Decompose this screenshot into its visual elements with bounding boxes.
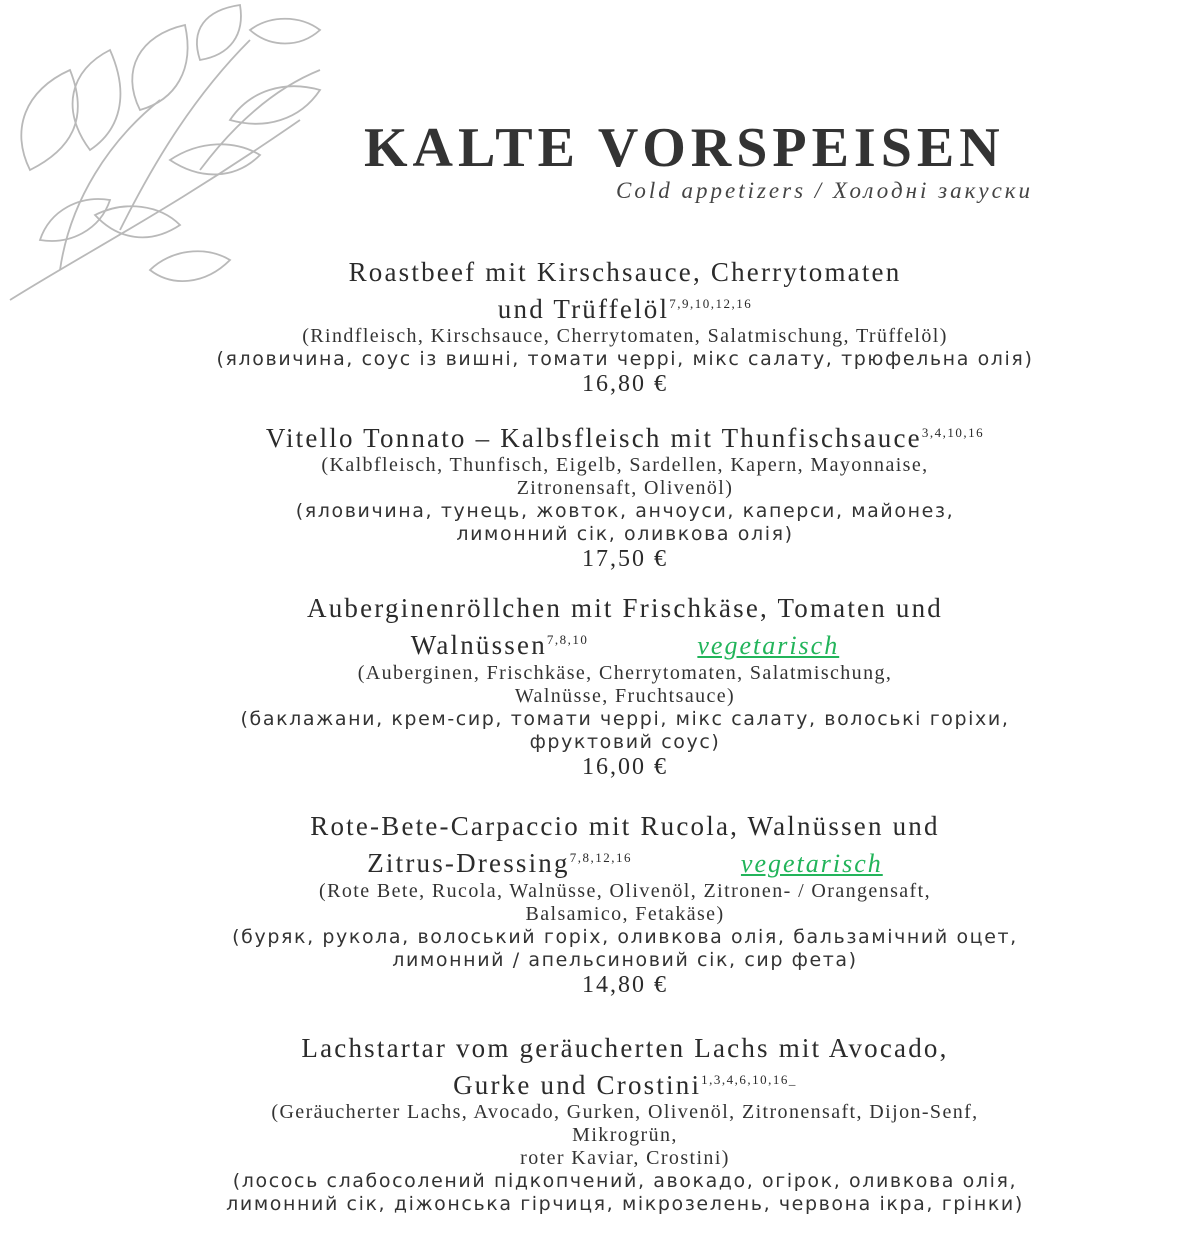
desc-line: Walnüsse, Fruchtsauce) — [514, 685, 736, 707]
description-german — [120, 1101, 1130, 1170]
desc-line: (яловичина, тунець, жовток, анчоуси, каперси, майонез, — [295, 500, 955, 522]
price: 14,80 € — [582, 972, 668, 998]
allergen-codes: 7,8,10 — [546, 632, 589, 647]
dish-name-line2: Zitrus-Dressing — [367, 848, 570, 878]
dish-name — [120, 256, 1130, 325]
menu-item — [120, 810, 1130, 998]
allergen-codes: 3,4,10,16 — [921, 425, 985, 440]
description-german: (Rindfleisch, Kirschsauce, Cherrytomaten, Salatmischung, Trüffelöl) — [302, 325, 948, 347]
dish-name-line1: Auberginenröllchen mit Frischkäse, Tomaten und — [307, 593, 943, 623]
menu-item — [120, 592, 1130, 780]
description-german — [120, 454, 1130, 500]
description-ukrainian — [120, 1170, 1130, 1216]
description-ukrainian — [120, 926, 1130, 972]
dish-name — [120, 592, 1130, 662]
menu-item — [120, 256, 1130, 397]
desc-line: (Auberginen, Frischkäse, Cherrytomaten, Salatmischung, — [357, 662, 893, 684]
desc-line: Balsamico, Fetakäse) — [525, 903, 725, 925]
desc-line: (буряк, рукола, волоський горіх, оливкова олія, бальзамічний оцет, — [232, 926, 1018, 948]
price: 17,50 € — [582, 546, 668, 572]
description-ukrainian — [120, 708, 1130, 754]
menu-item — [120, 1032, 1130, 1216]
description-german — [120, 662, 1130, 708]
dish-name-line2: Walnüssen — [410, 630, 547, 660]
desc-line: roter Kaviar, Crostini) — [520, 1147, 730, 1169]
menu-item — [120, 417, 1130, 572]
desc-line: лимонний / апельсиновий сік, сир фета) — [392, 949, 858, 971]
dish-name-line1: Roastbeef mit Kirschsauce, Cherrytomaten — [348, 257, 902, 287]
price: 16,00 € — [582, 754, 668, 780]
vegetarian-tag: vegetarisch — [740, 849, 883, 878]
desc-line: (баклажани, крем-сир, томати черрі, мікс салату, волоські горіхи, — [240, 708, 1010, 730]
menu-items — [120, 256, 1130, 1236]
section-title: KALTE VORSPEISEN — [364, 117, 1005, 179]
dish-name-line2: und Trüffelöl — [497, 294, 670, 324]
dish-name-line2: Gurke und Crostini — [453, 1070, 702, 1100]
menu-header — [330, 112, 1130, 204]
section-subtitle: Cold appetizers / Холодні закуски — [616, 178, 1034, 203]
dish-name — [120, 1032, 1130, 1101]
desc-line: (Geräucherter Lachs, Avocado, Gurken, Olivenöl, Zitronensaft, Dijon-Senf, — [271, 1101, 979, 1123]
desc-line: (Kalbfleisch, Thunfisch, Eigelb, Sardellen, Kapern, Mayonnaise, — [321, 454, 929, 476]
allergen-codes: 7,8,12,16 — [569, 850, 632, 865]
description-ukrainian — [120, 500, 1130, 546]
description-ukrainian: (яловичина, соус із вишні, томати черрі, мікс салату, трюфельна олія) — [216, 348, 1034, 370]
allergen-codes: 7,9,10,12,16 — [669, 296, 753, 311]
dish-name — [120, 417, 1130, 454]
desc-line: лимонний сік, оливкова олія) — [456, 523, 794, 545]
desc-line: Zitronensaft, Olivenöl) — [516, 477, 734, 499]
desc-line: (лосось слабосолений підкопчений, авокадо, огірок, оливкова олія, — [232, 1170, 1018, 1192]
desc-line: (Rote Bete, Rucola, Walnüsse, Olivenöl, Zitronen- / Orangensaft, — [319, 880, 931, 902]
desc-line: фруктовий соус) — [529, 731, 721, 753]
dish-name — [120, 810, 1130, 880]
dish-name-line1: Vitello Tonnato – Kalbsfleisch mit Thunfischsauce — [265, 423, 922, 453]
price: 16,80 € — [582, 371, 668, 397]
allergen-codes: 1,3,4,6,10,16_ — [701, 1072, 797, 1087]
dish-name-line1: Rote-Bete-Carpaccio mit Rucola, Walnüssen und — [310, 811, 940, 841]
desc-line: лимонний сік, діжонська гірчиця, мікрозелень, червона ікра, грінки) — [226, 1193, 1024, 1215]
description-german — [120, 880, 1130, 926]
dish-name-line1: Lachstartar vom geräucherten Lachs mit Avocado, — [301, 1033, 949, 1063]
desc-line: Mikrogrün, — [572, 1124, 678, 1146]
vegetarian-tag: vegetarisch — [697, 631, 840, 660]
